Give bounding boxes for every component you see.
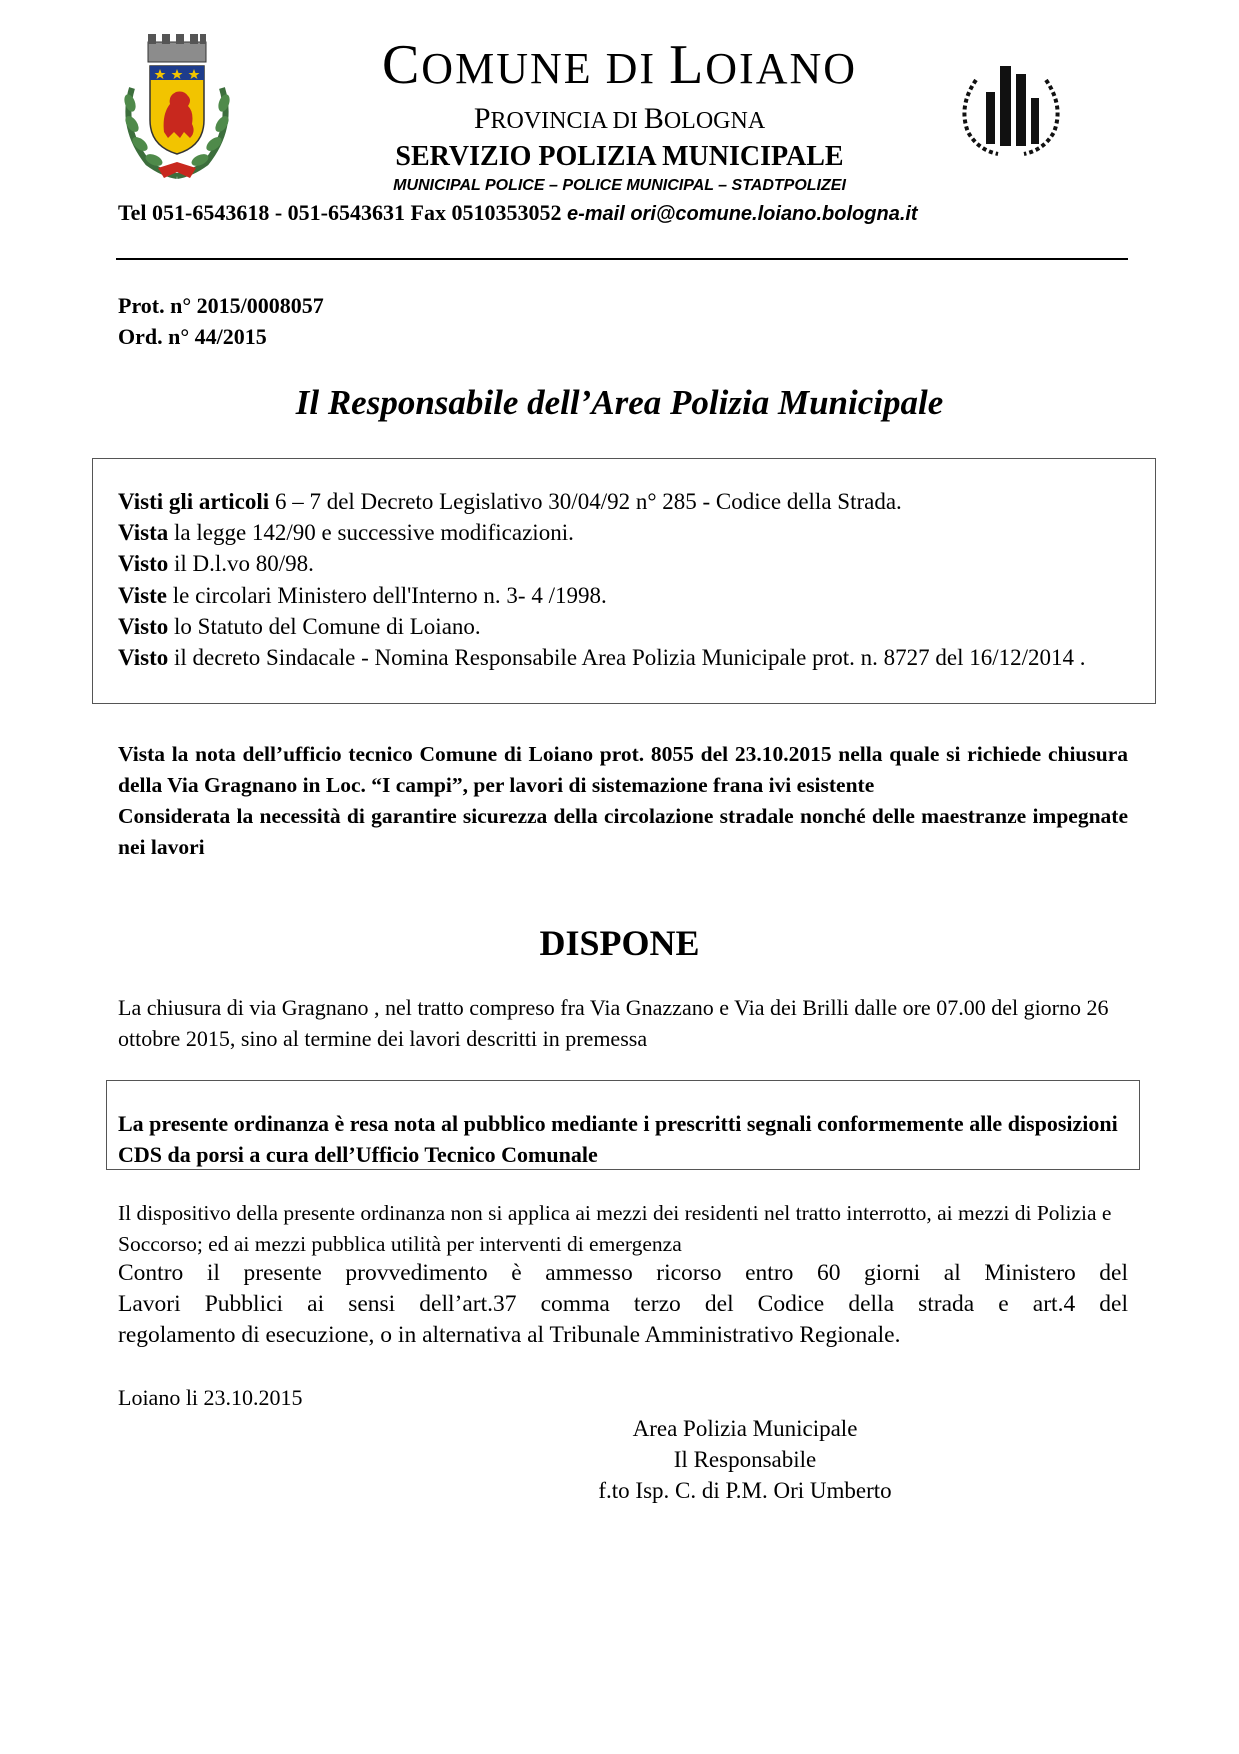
notice-text: La presente ordinanza è resa nota al pubblico mediante i prescritti segnali conformemente alle disposizioni CDS da porsi a cura dell’Ufficio Tecnico Comunale — [118, 1111, 1118, 1167]
premise-section — [118, 739, 1128, 863]
appeal-line: Contro il presente provvedimento è ammesso ricorso entro 60 giorni al Ministero del — [118, 1260, 1128, 1286]
signature-role: Il Responsabile — [673, 1447, 817, 1472]
legal-references-list — [118, 486, 1128, 673]
contact-info — [118, 198, 918, 229]
premise-considered: Considerata la necessità di garantire sicurezza della circolazione stradale nonché delle maestranze impegnate nei lavori — [118, 804, 1128, 859]
legal-reference-item: Viste le circolari Ministero dell'Interno n. 3- 4 /1998. — [118, 582, 607, 608]
legal-reference-item: Visti gli articoli 6 – 7 del Decreto Legislativo 30/04/92 n° 285 - Codice della Strada. — [118, 489, 902, 514]
legal-reference-item: Visto lo Statuto del Comune di Loiano. — [118, 613, 481, 639]
phone-fax: Tel 051-6543618 - 051-6543631 Fax 0510353052 — [118, 200, 562, 225]
closure-order: La chiusura di via Gragnano , nel tratto compreso fra Via Gnazzano e Via dei Brilli dalle ore 07.00 del giorno 26 ottobre 2015, sino al termine dei lavori descritti in premessa — [118, 995, 1109, 1051]
appeal-line: Lavori Pubblici ai sensi dell’art.37 comma terzo del Codice della strada e art.4 del — [118, 1291, 1128, 1317]
appeal-text — [118, 1258, 1128, 1351]
place-and-date: Loiano li 23.10.2015 — [118, 1385, 303, 1410]
appeal-line: regolamento di esecuzione, o in alternativa al Tribunale Amministrativo Regionale. — [118, 1322, 901, 1348]
dispone-heading: DISPONE — [539, 923, 700, 963]
legal-reference-item: Visto il decreto Sindacale - Nomina Responsabile Area Polizia Municipale prot. n. 8727 del 16/12/2014 . — [118, 645, 1086, 671]
protocol-number: Prot. n° 2015/0008057 — [118, 293, 324, 318]
signature-block — [540, 1413, 950, 1506]
document-references — [118, 290, 324, 352]
municipality-title: COMUNE DI LOIANO — [381, 34, 858, 96]
header-divider — [116, 258, 1128, 260]
legal-reference-item: Visto il D.l.vo 80/98. — [118, 551, 314, 577]
signature-office: Area Polizia Municipale — [632, 1416, 858, 1441]
issuer-heading: Il Responsabile dell’Area Polizia Municipale — [295, 383, 944, 422]
service-title: SERVIZIO POLIZIA MUNICIPALE — [395, 141, 844, 172]
premise-note: Vista la nota dell’ufficio tecnico Comune di Loiano prot. 8055 del 23.10.2015 nella quale si richiede chiusura della Via Gragnano in Loc. “I campi”, per lavori di sistemazione frana ivi esistente — [118, 742, 1128, 797]
service-subtitle: MUNICIPAL POLICE – POLICE MUNICIPAL – STADTPOLIZEI — [393, 177, 846, 194]
province-title: PROVINCIA DI BOLOGNA — [473, 102, 766, 135]
signature-name: f.to Isp. C. di P.M. Ori Umberto — [598, 1478, 892, 1503]
email-address: e-mail ori@comune.loiano.bologna.it — [566, 203, 918, 225]
exemption-text: Il dispositivo della presente ordinanza non si applica ai mezzi dei residenti nel tratto interrotto, ai mezzi di Polizia e Soccorso; ed ai mezzi pubblica utilità per interventi di emergenza — [118, 1201, 1112, 1256]
legal-reference-item: Vista la legge 142/90 e successive modificazioni. — [118, 520, 574, 546]
police-logo — [952, 58, 1070, 158]
ordinance-number: Ord. n° 44/2015 — [118, 324, 267, 349]
